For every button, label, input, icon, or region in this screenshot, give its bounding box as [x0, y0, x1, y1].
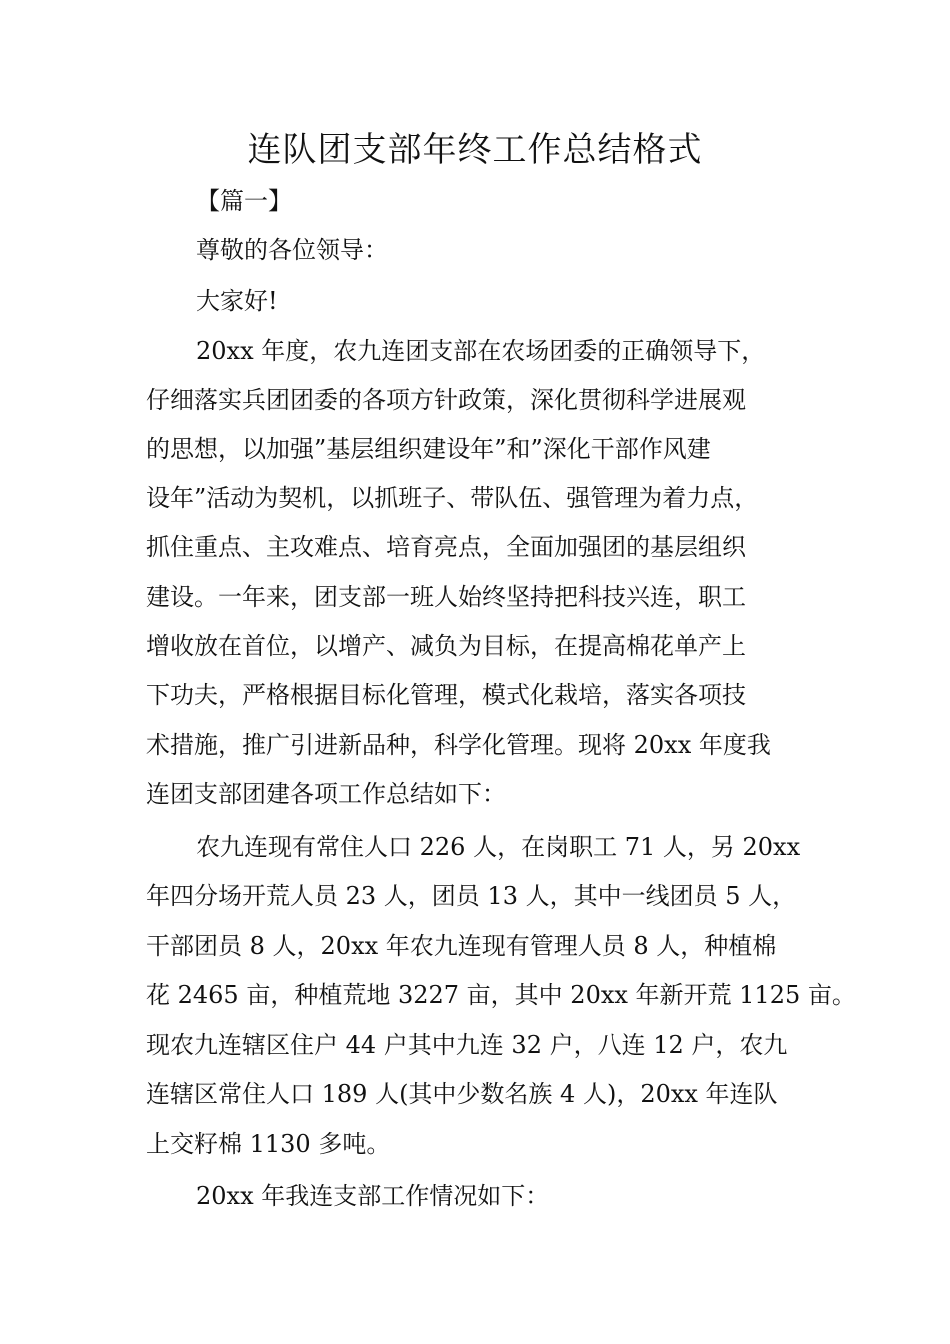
- paragraph-line: 现农九连辖区住户 44 户其中九连 32 户，八连 12 户，农九: [146, 1031, 788, 1059]
- paragraph-line: 下功夫，严格根据目标化管理，模式化栽培，落实各项技: [146, 681, 746, 709]
- greeting: 大家好!: [196, 287, 278, 315]
- paragraph-line: 花 2465 亩，种植荒地 3227 亩，其中 20xx 年新开荒 1125 亩。: [146, 981, 856, 1009]
- paragraph-line: 增收放在首位，以增产、减负为目标，在提高棉花单产上: [146, 632, 746, 660]
- paragraph-line: 连团支部团建各项工作总结如下：: [146, 780, 506, 808]
- paragraph-line: 年四分场开荒人员 23 人，团员 13 人，其中一线团员 5 人，: [146, 882, 797, 910]
- paragraph-line: 干部团员 8 人，20xx 年农九连现有管理人员 8 人，种植棉: [146, 932, 777, 960]
- paragraph-line: 仔细落实兵团团委的各项方针政策，深化贯彻科学进展观: [146, 386, 746, 414]
- paragraph-line: 设年”活动为契机，以抓班子、带队伍、强管理为着力点，: [146, 484, 759, 512]
- section-label: 【篇一】: [196, 187, 292, 215]
- paragraph-line: 抓住重点、主攻难点、培育亮点，全面加强团的基层组织: [146, 533, 746, 561]
- paragraph-line: 的思想，以加强”基层组织建设年”和”深化干部作风建: [146, 435, 711, 463]
- paragraph-line: 建设。一年来，团支部一班人始终坚持把科技兴连，职工: [146, 583, 746, 611]
- paragraph-line: 20xx 年度，农九连团支部在农场团委的正确领导下，: [196, 337, 766, 365]
- paragraph-line: 上交籽棉 1130 多吨。: [146, 1130, 391, 1158]
- closing-line: 20xx 年我连支部工作情况如下：: [196, 1182, 550, 1210]
- salutation: 尊敬的各位领导：: [196, 236, 388, 264]
- document-title: 连队团支部年终工作总结格式: [247, 130, 703, 170]
- paragraph-line: 农九连现有常住人口 226 人，在岗职工 71 人，另 20xx: [196, 833, 801, 861]
- paragraph-line: 连辖区常住人口 189 人(其中少数名族 4 人)，20xx 年连队: [146, 1080, 778, 1108]
- paragraph-line: 术措施，推广引进新品种，科学化管理。现将 20xx 年度我: [146, 731, 771, 759]
